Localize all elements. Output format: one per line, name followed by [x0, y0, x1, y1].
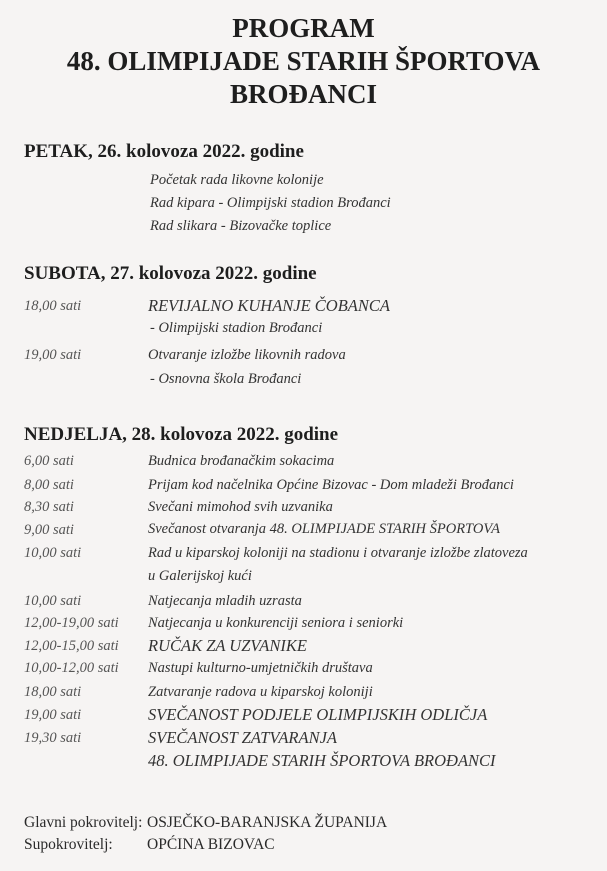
- friday-heading: PETAK, 26. kolovoza 2022. godine: [24, 141, 304, 162]
- event-desc: u Galerijskoj kući: [148, 568, 252, 584]
- saturday-heading: SUBOTA, 27. kolovoza 2022. godine: [24, 263, 317, 284]
- event-desc: Zatvaranje radova u kiparskoj koloniji: [148, 684, 373, 700]
- sponsor-value: OSJEČKO-BARANJSKA ŽUPANIJA: [147, 814, 388, 831]
- event-time: 6,00 sati: [24, 453, 74, 469]
- event-time: 12,00-15,00 sati: [24, 638, 119, 654]
- event-desc: - Osnovna škola Brođanci: [150, 371, 302, 387]
- event-time: 18,00 sati: [24, 684, 82, 700]
- event-time: 10,00 sati: [24, 545, 82, 561]
- event-time: 18,00 sati: [24, 298, 82, 314]
- event-desc: SVEČANOST PODJELE OLIMPIJSKIH ODLIČJA: [148, 705, 488, 724]
- event-desc: Prijam kod načelnika Općine Bizovac - Dom mladeži Brođanci: [148, 477, 514, 493]
- event-time: 10,00-12,00 sati: [24, 660, 119, 676]
- event-desc: Natjecanja u konkurenciji seniora i seniorki: [148, 615, 404, 631]
- event-time: 19,30 sati: [24, 730, 82, 746]
- event-desc: Otvaranje izložbe likovnih radova: [148, 347, 346, 363]
- title-line: PROGRAM: [232, 13, 375, 43]
- event-desc: RUČAK ZA UZVANIKE: [148, 636, 307, 655]
- event-desc: - Olimpijski stadion Brođanci: [150, 320, 323, 336]
- event-desc: Budnica brođanačkim sokacima: [148, 453, 335, 469]
- event-desc: Nastupi kulturno-umjetničkih društava: [148, 660, 373, 676]
- event-time: 9,00 sati: [24, 522, 74, 538]
- event-desc: Rad u kiparskoj koloniji na stadionu i otvaranje izložbe zlatoveza: [148, 545, 528, 561]
- event-desc: REVIJALNO KUHANJE ČOBANCA: [148, 296, 390, 315]
- friday-item: Rad slikara - Bizovačke toplice: [150, 218, 332, 234]
- cosponsor-value: OPĆINA BIZOVAC: [147, 836, 275, 853]
- cosponsor-label: Supokrovitelj:: [24, 836, 113, 853]
- event-time: 10,00 sati: [24, 593, 82, 609]
- friday-item: Početak rada likovne kolonije: [150, 172, 324, 188]
- event-desc: Svečani mimohod svih uzvanika: [148, 499, 333, 515]
- event-desc: SVEČANOST ZATVARANJA: [148, 728, 337, 747]
- event-time: 19,00 sati: [24, 347, 82, 363]
- event-time: 8,00 sati: [24, 477, 74, 493]
- sponsor-label: Glavni pokrovitelj:: [24, 814, 143, 831]
- event-time: 19,00 sati: [24, 707, 82, 723]
- event-desc: Natjecanja mladih uzrasta: [148, 593, 302, 609]
- title-line: BROĐANCI: [229, 79, 377, 109]
- event-desc: Svečanost otvaranja 48. OLIMPIJADE STARIH ŠPORTOVA: [148, 521, 500, 537]
- title-line: 48. OLIMPIJADE STARIH ŠPORTOVA: [66, 46, 541, 76]
- friday-item: Rad kipara - Olimpijski stadion Brođanci: [150, 195, 391, 211]
- sunday-heading: NEDJELJA, 28. kolovoza 2022. godine: [24, 424, 339, 445]
- event-time: 8,30 sati: [24, 499, 74, 515]
- event-desc: 48. OLIMPIJADE STARIH ŠPORTOVA BROĐANCI: [148, 751, 496, 770]
- event-time: 12,00-19,00 sati: [24, 615, 119, 631]
